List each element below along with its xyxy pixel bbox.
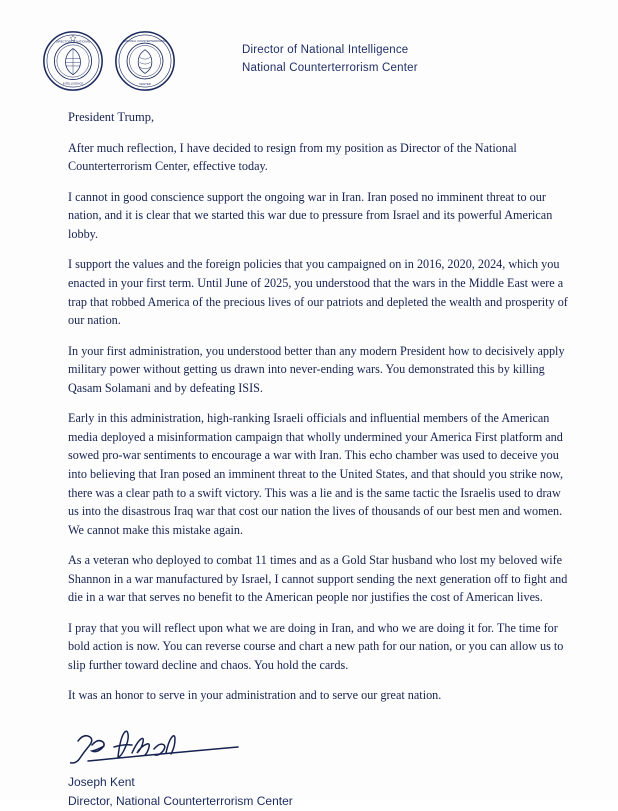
- joe-kent-signature-icon: [70, 727, 270, 771]
- paragraph: As a veteran who deployed to combat 11 times and as a Gold Star husband who lost my beloved wife Shannon in a war manufactured by Israel, I cannot support sending the next generation off to fight and die in a war that serves no benefit to the American people nor justifies the cost of American lives.: [68, 553, 568, 605]
- paragraph: After much reflection, I have decided to resign from my position as Director of the National Counterterrorism Center, effective today.: [68, 140, 517, 174]
- letterhead: [0, 0, 618, 92]
- nctc-seal-icon: [114, 30, 176, 92]
- paragraph: It was an honor to serve in your administration and to serve our great nation.: [68, 688, 442, 703]
- agency-line-nctc: National Counterterrorism Center: [242, 61, 418, 74]
- svg-text:INTELLIGENCE: INTELLIGENCE: [62, 81, 84, 86]
- agency-line-dni: Director of National Intelligence: [242, 44, 409, 56]
- svg-text:CENTER: CENTER: [139, 82, 151, 87]
- letter-body: [0, 92, 618, 705]
- paragraph: In your first administration, you understood better than any modern President how to decisively apply military power without getting us drawn into never-ending wars. You demonstrated this by killing Qasam Solamani and by defeating ISIS.: [68, 343, 565, 395]
- paragraph: I cannot in good conscience support the ongoing war in Iran. Iran posed no imminent threat to our nation, and it is clear that we started this war due to pressure from Israel and its powerful American lobby.: [68, 189, 553, 241]
- svg-text:NATIONAL COUNTERTERRORISM: NATIONAL COUNTERTERRORISM: [123, 39, 167, 43]
- paragraph: Early in this administration, high-ranking Israeli officials and influential members of the American media deployed a misinformation campaign that wholly undermined your America First platform and sowed pro-war sentiments to encourage a war with Iran. This echo chamber was used to deceive you into believing that Iran posed an imminent threat to the United States, and that should you strike now, there was a clear path to a swift victory. This was a lie and is the same tactic the Israelis used to draw us into the disastrous Iraq war that cost our nation the lives of thousands of our best men and women. We cannot make this mistake again.: [68, 411, 564, 537]
- seal-group: [42, 30, 176, 92]
- signature-block: [0, 727, 618, 811]
- svg-text:DIRECTOR OF NATIONAL: DIRECTOR OF NATIONAL: [55, 39, 91, 44]
- paragraph: I support the values and the foreign policies that you campaigned on in 2016, 2020, 2024, which you enacted in your first term. Until June of 2025, you understood that the wars in the Middle East were a trap that robbed America of the precious lives of our patriots and depleted the wealth and prosperity of our nation.: [68, 257, 568, 328]
- signer-title: Director, National Counterterrorism Center: [68, 794, 293, 809]
- dni-seal-icon: [42, 30, 104, 92]
- agency-titles: [242, 42, 418, 78]
- paragraph: I pray that you will reflect upon what we are doing in Iran, and who we are doing it for. The time for bold action is now. You can reverse course and chart a new path for our nation, or you can allow us to slip further toward decline and chaos. You hold the cards.: [68, 620, 564, 672]
- salutation: President Trump,: [68, 110, 155, 124]
- signer-name: Joseph Kent: [68, 774, 135, 789]
